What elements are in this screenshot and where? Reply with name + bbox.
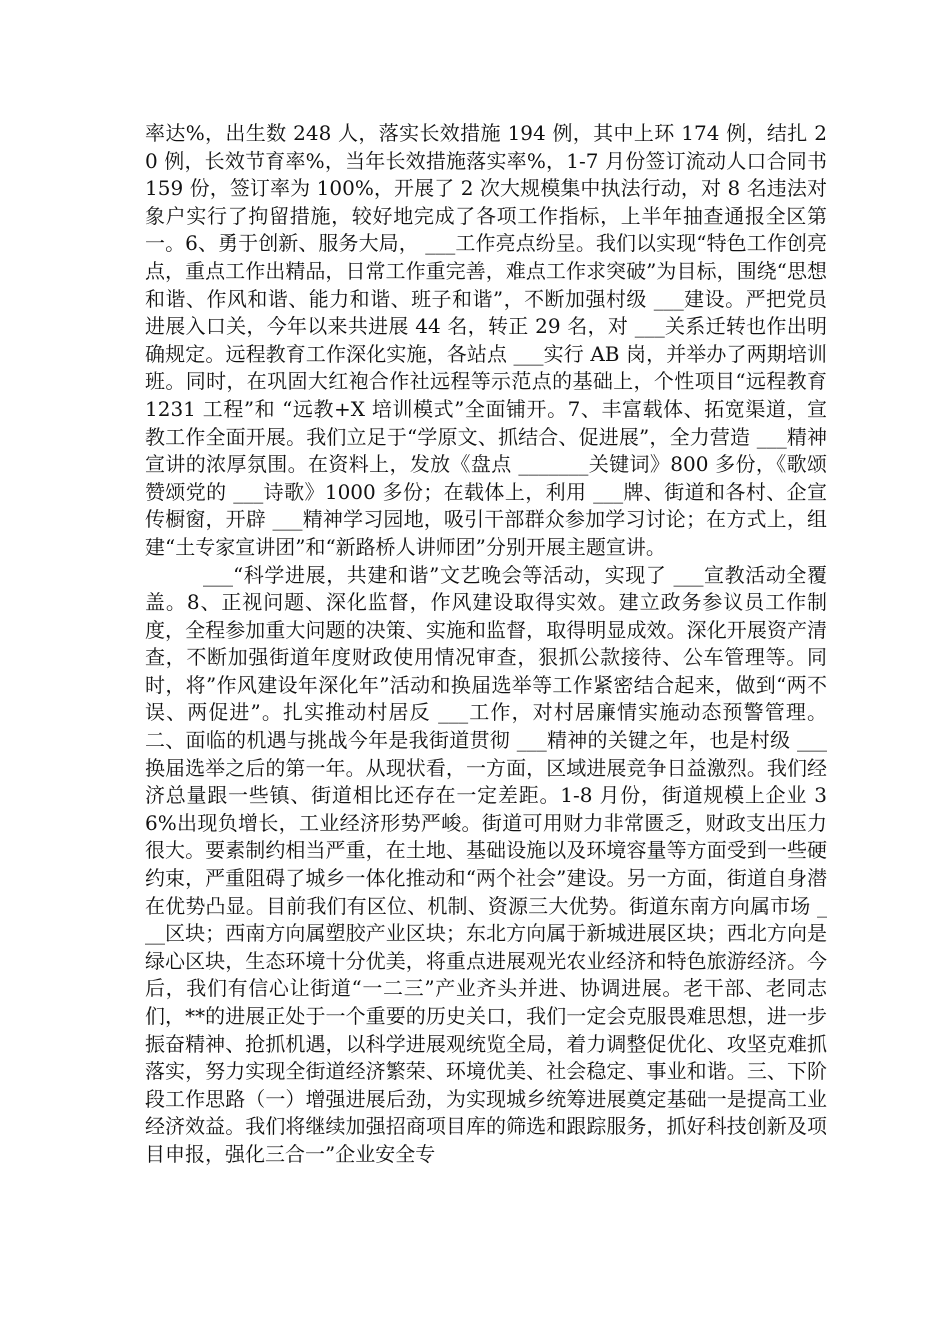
paragraph-1: 率达%，出生数 248 人，落实长效措施 194 例，其中上环 174 例，结扎 20 例，长效节育率%，当年长效措施落实率%，1-7 月份签订流动人口合同书 159 份，签订率为 100%，开展了 2 次大规模集中执法行动，对 8 名违法对象户实行了拘留措施，较好地完成了各项工作指标，上半年抽查通报全区第一。6、勇于创新、服务大局， ___工作亮点纷呈。我们以实现“特色工作创亮点，重点工作出精品，日常工作重完善，难点工作求突破”为目标，围绕“思想和谐、作风和谐、能力和谐、班子和谐”，不断加强村级 ___建设。严把党员进展入口关，今年以来共进展 44 名，转正 29 名，对 ___关系迁转也作出明确规定。远程教育工作深化实施，各站点 ___实行 AB 岗，并举办了两期培训班。同时，在巩固大红袍合作社远程等示范点的基础上，个性项目“远程教育 1231 工程”和 “远教+X 培训模式”全面铺开。7、丰富载体、拓宽渠道，宣教工作全面开展。我们立足于“学原文、抓结合、促进展”，全力营造 ___精神宣讲的浓厚氛围。在资料上，发放《盘点 _______关键词》800 多份，《歌颂赞颂党的 ___诗歌》1000 多份；在载体上，利用 ___牌、街道和各村、企宣传橱窗，开辟 ___精神学习园地，吸引干部群众参加学习讨论；在方式上，组建“土专家宣讲团”和“新路桥人讲师团”分别开展主题宣讲。 [145, 121, 827, 559]
paragraph-2: ___“科学进展，共建和谐”文艺晚会等活动，实现了 ___宣教活动全覆盖。8、正视问题、深化监督，作风建设取得实效。建立政务参议员工作制度，全程参加重大问题的决策、实施和监督，取得明显成效。深化开展资产清查，不断加强街道年度财政使用情况审查，狠抓公款接待、公车管理等。同时，将”作风建设年深化年”活动和换届选举等工作紧密结合起来，做到“两不误、两促进”。扎实推动村居反 ___工作，对村居廉情实施动态预警管理。二、面临的机遇与挑战今年是我街道贯彻 ___精神的关键之年，也是村级 ___换届选举之后的第一年。从现状看，一方面，区域进展竞争日益激烈。我们经济总量跟一些镇、街道相比还存在一定差距。1-8 月份，街道规模上企业 36%出现负增长，工业经济形势严峻。街道可用财力非常匮乏，财政支出压力很大。要素制约相当严重，在土地、基础设施以及环境容量等方面受到一些硬约束，严重阻碍了城乡一体化推动和“两个社会”建设。另一方面，街道自身潜在优势凸显。目前我们有区位、机制、资源三大优势。街道东南方向属市场 ___区块；西南方向属塑胶产业区块；东北方向属于新城进展区块；西北方向是绿心区块，生态环境十分优美，将重点进展观光农业经济和特色旅游经济。今后，我们有信心让街道“一二三”产业齐头并进、协调进展。老干部、老同志们，**的进展正处于一个重要的历史关口，我们一定会克服畏难思想，进一步振奋精神、抢抓机遇，以科学进展观统览全局，着力调整促优化、攻坚克难抓落实，努力实现全街道经济繁荣、环境优美、社会稳定、事业和谐。三、下阶段工作思路（一）增强进展后劲，为实现城乡统筹进展奠定基础一是提高工业经济效益。我们将继续加强招商项目库的筛选和跟踪服务，抓好科技创新及项目申报，强化三合一”企业安全专 [145, 562, 827, 1166]
document-body [145, 120, 827, 1169]
